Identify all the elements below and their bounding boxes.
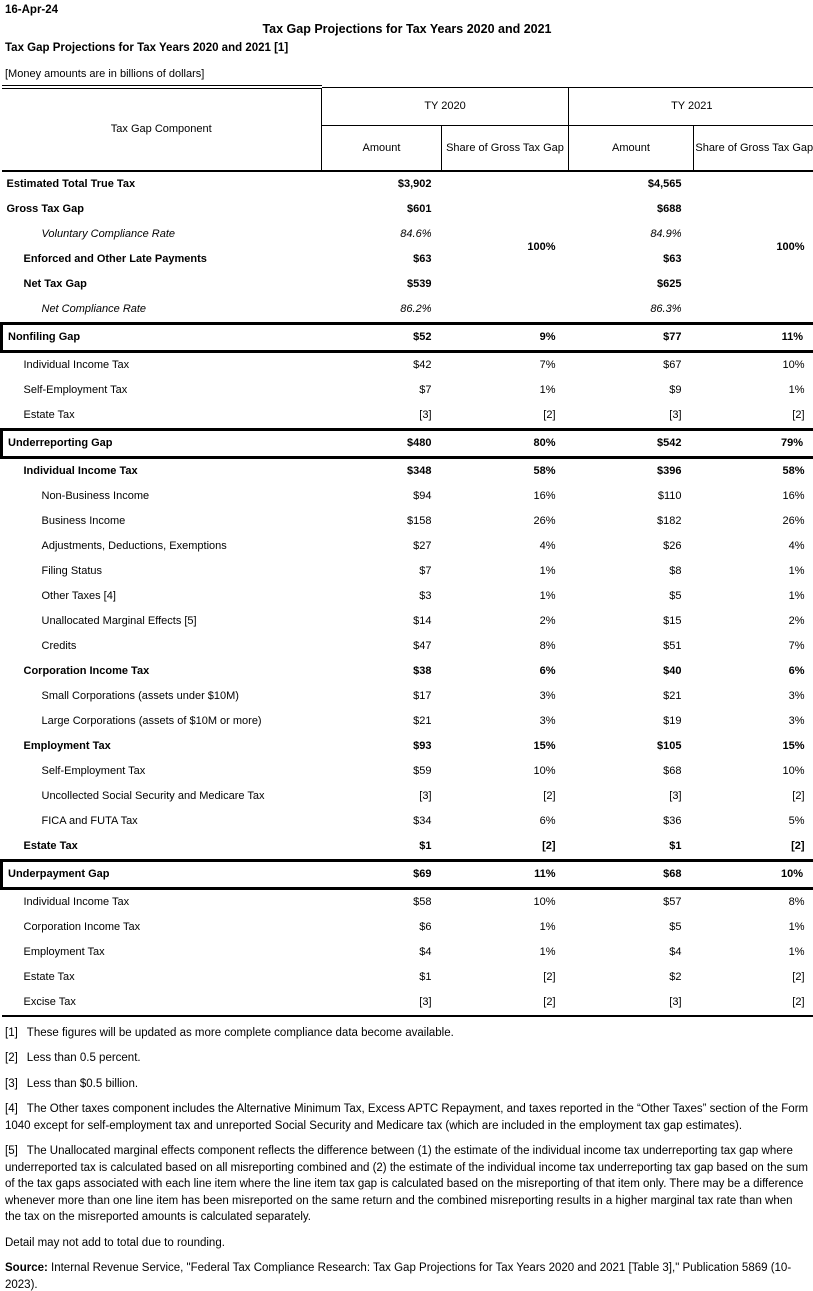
section-header-row xyxy=(2,860,813,888)
column-header-share-2021: Share of Gross Tax Gap xyxy=(694,125,813,171)
footnote-3 xyxy=(5,1067,809,1093)
table-row xyxy=(2,940,813,965)
cell-col-s21: [2] xyxy=(792,409,805,421)
cell-col-a21: $67 xyxy=(663,359,682,371)
cell-col-a20: $1 xyxy=(419,840,432,852)
cell-col-s21: 10% xyxy=(782,765,805,777)
column-header-ty2020: TY 2020 xyxy=(322,87,569,125)
cell-col-a21: $625 xyxy=(657,278,682,290)
table-row xyxy=(2,351,813,378)
cell-col-a21: $63 xyxy=(663,253,682,265)
row-label: Unallocated Marginal Effects [5] xyxy=(41,615,197,627)
cell-col-a20: [3] xyxy=(322,990,442,1016)
cell-col-a21: $8 xyxy=(669,565,682,577)
cell-col-s21: 10% xyxy=(782,359,805,371)
row-label: Enforced and Other Late Payments xyxy=(23,253,207,265)
row-label: Other Taxes [4] xyxy=(41,590,116,602)
row-label: Small Corporations (assets under $10M) xyxy=(41,690,239,702)
row-label: Self-Employment Tax xyxy=(41,765,146,777)
row-label: Underreporting Gap xyxy=(2,429,322,457)
row-label: Business Income xyxy=(41,515,126,527)
footnote-text: The Other taxes component includes the Alternative Minimum Tax, Excess APTC Repayment, and taxes reported in the “Other Taxes” section of the Form 1040 except for self-employment tax and unreported Social Security and Medicare tax (which are included in the employment tax gap estimates). xyxy=(5,1103,809,1132)
cell-col-s20: 9% xyxy=(442,323,569,351)
cell-col-s21: 100% xyxy=(776,240,805,253)
cell-col-a21: $542 xyxy=(569,429,694,457)
row-label: Non-Business Income xyxy=(41,490,150,502)
footnote-4 xyxy=(5,1092,809,1134)
column-header-share-2020: Share of Gross Tax Gap xyxy=(442,125,569,171)
cell-col-s21: 11% xyxy=(694,323,813,351)
cell-col-a21: $68 xyxy=(663,765,682,777)
footnote-marker: [1] xyxy=(5,1026,18,1039)
cell-col-s21: 10% xyxy=(694,860,813,888)
cell-col-s20: 80% xyxy=(442,429,569,457)
cell-col-a20: $38 xyxy=(413,665,432,677)
column-header-amount-2021: Amount xyxy=(569,125,694,171)
cell-col-a21: $110 xyxy=(657,490,682,502)
column-header-ty2021: TY 2021 xyxy=(569,87,813,125)
cell-col-s21: 16% xyxy=(782,490,805,502)
footnote-text: The Unallocated marginal effects component reflects the difference between (1) the estimate of the individual income tax underreporting tax gap where underreported tax is calculated based on all misreporting combined and (2) the estimate of the individual income tax underreporting tax gap based on the sum of the tax gaps associated with each line item where the line item tax gap is calculated based on the misreporting of that item only. There may be a difference whenever more than one line item has been misreported on the same return and the combined misreporting results in a higher marginal tax rate than when the tax on the misreported amounts is calculated separately. xyxy=(5,1145,808,1223)
row-label: Estimated Total True Tax xyxy=(6,178,136,190)
cell-col-s20: 100% xyxy=(527,240,556,253)
cell-col-s21: 4% xyxy=(788,540,805,552)
table-row xyxy=(2,272,813,297)
row-label: Individual Income Tax xyxy=(23,465,138,477)
row-label: Individual Income Tax xyxy=(23,896,130,908)
cell-col-a20: $69 xyxy=(322,860,442,888)
cell-col-s20: 1% xyxy=(539,590,556,602)
cell-col-s21: 7% xyxy=(788,640,805,652)
cell-col-s21: 3% xyxy=(788,690,805,702)
table-row xyxy=(2,915,813,940)
table-row xyxy=(2,709,813,734)
table-row xyxy=(2,965,813,990)
cell-col-a21: $4 xyxy=(669,946,682,958)
column-header-component: Tax Gap Component xyxy=(2,87,322,171)
cell-col-a21: $36 xyxy=(663,815,682,827)
source-text: Internal Revenue Service, "Federal Tax Compliance Research: Tax Gap Projections for Tax Years 2020 and 2021 [Table 3]," Publication 5869 (10-2023). xyxy=(5,1262,792,1291)
cell-col-a20: $4 xyxy=(419,946,432,958)
rounding-note: Detail may not add to total due to rounding. xyxy=(5,1236,225,1249)
cell-col-a21: $396 xyxy=(657,465,682,477)
row-label: Filing Status xyxy=(41,565,103,577)
cell-col-a20: $1 xyxy=(419,971,432,983)
cell-col-s21: [2] xyxy=(792,790,805,802)
report-header xyxy=(0,0,813,80)
cell-col-s21: 1% xyxy=(788,946,805,958)
table-row xyxy=(2,403,813,430)
table-row xyxy=(2,684,813,709)
cell-col-s21: 26% xyxy=(782,515,805,527)
cell-col-a21: [3] xyxy=(569,990,694,1016)
cell-col-a21: $77 xyxy=(569,323,694,351)
cell-col-s21: 79% xyxy=(694,429,813,457)
cell-col-s20: 8% xyxy=(539,640,556,652)
row-label: Large Corporations (assets of $10M or more) xyxy=(41,715,262,727)
table-row xyxy=(2,222,813,247)
cell-col-a20: $3,902 xyxy=(397,178,432,190)
cell-col-s21: 3% xyxy=(788,715,805,727)
row-label: Estate Tax xyxy=(23,409,75,421)
cell-col-s21: 1% xyxy=(788,565,805,577)
cell-col-a20: $21 xyxy=(413,715,432,727)
footnote-text: Less than $0.5 billion. xyxy=(26,1077,139,1090)
cell-col-a20: $3 xyxy=(419,590,432,602)
table-row xyxy=(2,809,813,834)
table-row xyxy=(2,609,813,634)
cell-col-a20: $93 xyxy=(413,740,432,752)
table-row xyxy=(2,457,813,484)
cell-col-a20: $348 xyxy=(407,465,432,477)
cell-col-a21: $1 xyxy=(669,840,682,852)
cell-col-s20: 58% xyxy=(533,465,556,477)
cell-col-a21: $40 xyxy=(663,665,682,677)
row-label: Uncollected Social Security and Medicare Tax xyxy=(41,790,265,802)
row-label: FICA and FUTA Tax xyxy=(41,815,138,827)
cell-col-a20: $42 xyxy=(413,359,432,371)
page-title: Tax Gap Projections for Tax Years 2020 and 2021 xyxy=(262,22,552,36)
cell-col-a21: $21 xyxy=(663,690,682,702)
footnote-1 xyxy=(5,1025,809,1042)
cell-col-a21: $688 xyxy=(657,203,682,215)
row-label: Gross Tax Gap xyxy=(6,203,84,215)
row-label: Individual Income Tax xyxy=(23,359,130,371)
report-date: 16-Apr-24 xyxy=(5,4,59,16)
table-row xyxy=(2,834,813,861)
cell-col-s20: 6% xyxy=(539,815,556,827)
cell-col-a20: $601 xyxy=(407,203,432,215)
table-row xyxy=(2,559,813,584)
row-label: Voluntary Compliance Rate xyxy=(41,228,175,240)
cell-col-s21: [2] xyxy=(791,840,805,852)
cell-col-s21: 1% xyxy=(788,590,805,602)
cell-col-s20: 10% xyxy=(533,765,556,777)
cell-col-a21: $9 xyxy=(669,384,682,396)
cell-col-a20: $27 xyxy=(413,540,432,552)
cell-col-a21: 86.3% xyxy=(650,303,682,315)
cell-col-a20: [3] xyxy=(419,409,432,421)
cell-col-s21: 58% xyxy=(782,465,805,477)
cell-col-a20: 86.2% xyxy=(400,303,432,315)
cell-col-s20: 11% xyxy=(442,860,569,888)
row-label: Corporation Income Tax xyxy=(23,665,150,677)
table-row xyxy=(2,247,813,272)
cell-col-s21: [2] xyxy=(792,971,805,983)
cell-col-s21: [2] xyxy=(694,990,813,1016)
cell-col-a20: $480 xyxy=(322,429,442,457)
section-header-row xyxy=(2,323,813,351)
cell-col-a21: $68 xyxy=(569,860,694,888)
table-row xyxy=(2,888,813,915)
cell-col-a20: $59 xyxy=(413,765,432,777)
cell-col-a21: $15 xyxy=(663,615,682,627)
cell-col-s20: [2] xyxy=(442,990,569,1016)
cell-col-a21: $182 xyxy=(657,515,682,527)
column-header-amount-2020: Amount xyxy=(322,125,442,171)
table-row xyxy=(2,584,813,609)
cell-col-a20: [3] xyxy=(419,790,432,802)
cell-col-a21: $2 xyxy=(669,971,682,983)
section-header-row xyxy=(2,429,813,457)
footnote-marker: [2] xyxy=(5,1052,18,1064)
table-row xyxy=(2,734,813,759)
table-row xyxy=(2,534,813,559)
cell-col-a21: $4,565 xyxy=(647,178,682,190)
cell-col-a20: $63 xyxy=(413,253,432,265)
cell-col-s20: 3% xyxy=(539,715,556,727)
cell-col-s20: 1% xyxy=(539,921,556,933)
table-row xyxy=(2,297,813,324)
cell-col-a20: $539 xyxy=(407,278,432,290)
table-title: Tax Gap Projections for Tax Years 2020 and 2021 [1] xyxy=(5,42,289,54)
cell-col-s20: 26% xyxy=(533,515,556,527)
row-label: Corporation Income Tax xyxy=(23,921,141,933)
footnote-text: These figures will be updated as more complete compliance data become available. xyxy=(26,1026,454,1039)
footnote-2 xyxy=(5,1041,809,1067)
row-label: Employment Tax xyxy=(23,740,111,752)
cell-col-s20: 16% xyxy=(533,490,556,502)
cell-col-a20: $7 xyxy=(419,384,432,396)
cell-col-a21: $5 xyxy=(669,590,682,602)
tax-gap-table xyxy=(0,85,813,1017)
cell-col-s21: 1% xyxy=(788,384,805,396)
table-row xyxy=(2,634,813,659)
cell-col-s20: 6% xyxy=(539,665,556,677)
table-row xyxy=(2,509,813,534)
table-row xyxy=(2,659,813,684)
table-row xyxy=(2,197,813,222)
cell-col-s20: 1% xyxy=(539,565,556,577)
table-header xyxy=(2,87,813,171)
cell-col-a20: $17 xyxy=(413,690,432,702)
cell-col-s20: 2% xyxy=(539,615,556,627)
cell-col-s20: [2] xyxy=(543,971,556,983)
row-label: Underpayment Gap xyxy=(2,860,322,888)
cell-col-s20: [2] xyxy=(543,790,556,802)
row-label: Credits xyxy=(41,640,77,652)
units-note: [Money amounts are in billions of dollars] xyxy=(5,68,205,80)
cell-col-a20: 84.6% xyxy=(400,228,432,240)
row-label: Self-Employment Tax xyxy=(23,384,128,396)
cell-col-s20: [2] xyxy=(543,409,556,421)
row-label: Estate Tax xyxy=(23,840,78,852)
cell-col-s21: 15% xyxy=(782,740,805,752)
cell-col-s20: 3% xyxy=(539,690,556,702)
cell-col-s20: 1% xyxy=(539,384,556,396)
cell-col-a20: $7 xyxy=(419,565,432,577)
cell-col-a21: $57 xyxy=(663,896,682,908)
table-row xyxy=(2,378,813,403)
cell-col-s21: 1% xyxy=(788,921,805,933)
cell-col-a21: [3] xyxy=(669,790,682,802)
source-note xyxy=(5,1251,809,1291)
row-label: Estate Tax xyxy=(23,971,75,983)
cell-col-a21: 84.9% xyxy=(650,228,682,240)
row-label: Adjustments, Deductions, Exemptions xyxy=(41,540,227,552)
cell-col-a21: $51 xyxy=(663,640,682,652)
cell-col-s21: 5% xyxy=(788,815,805,827)
table-row xyxy=(2,990,813,1016)
cell-col-a21: $105 xyxy=(657,740,682,752)
cell-col-s20: 15% xyxy=(533,740,556,752)
cell-col-a20: $58 xyxy=(413,896,432,908)
footnote-5 xyxy=(5,1134,809,1226)
cell-col-a21: $19 xyxy=(663,715,682,727)
cell-col-a20: $47 xyxy=(413,640,432,652)
footnote-marker: [4] xyxy=(5,1103,18,1115)
footnote-text: Less than 0.5 percent. xyxy=(26,1052,141,1064)
cell-col-a20: $52 xyxy=(322,323,442,351)
table-row xyxy=(2,784,813,809)
cell-col-a21: $5 xyxy=(669,921,682,933)
cell-col-a20: $34 xyxy=(413,815,432,827)
cell-col-a21: $26 xyxy=(663,540,682,552)
table-row xyxy=(2,759,813,784)
source-label: Source: xyxy=(5,1262,48,1274)
cell-col-a20: $94 xyxy=(413,490,432,502)
row-label: Net Tax Gap xyxy=(23,278,87,290)
row-label: Excise Tax xyxy=(2,990,322,1016)
cell-col-s21: 6% xyxy=(788,665,805,677)
cell-col-s20: 1% xyxy=(539,946,556,958)
cell-col-a21: [3] xyxy=(669,409,682,421)
table-row xyxy=(2,484,813,509)
row-label: Net Compliance Rate xyxy=(41,303,147,315)
cell-col-s20: 4% xyxy=(539,540,556,552)
cell-col-a20: $158 xyxy=(407,515,432,527)
footnote-marker: [5] xyxy=(5,1145,18,1157)
cell-col-a20: $6 xyxy=(419,921,432,933)
table-row xyxy=(2,171,813,197)
cell-col-s20: 10% xyxy=(533,896,556,908)
row-label: Nonfiling Gap xyxy=(2,323,322,351)
row-label: Employment Tax xyxy=(23,946,105,958)
footnotes xyxy=(0,1025,813,1291)
cell-col-a20: $14 xyxy=(413,615,432,627)
cell-col-s21: 8% xyxy=(788,896,805,908)
cell-col-s20: 7% xyxy=(539,359,556,371)
cell-col-s21: 2% xyxy=(788,615,805,627)
cell-col-s20: [2] xyxy=(542,840,556,852)
table-body xyxy=(2,171,813,1016)
footnote-marker: [3] xyxy=(5,1077,18,1090)
